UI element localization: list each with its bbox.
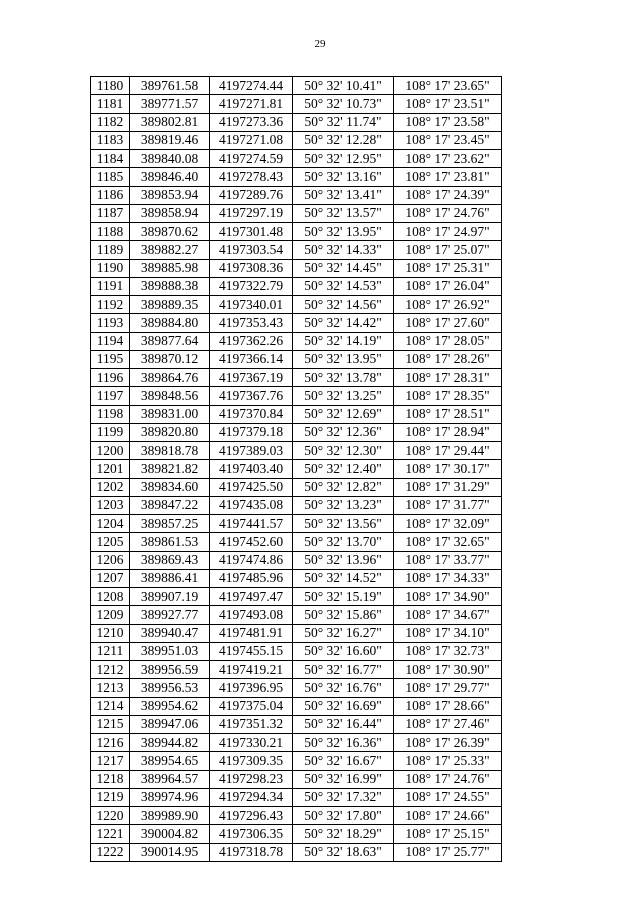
latitude-cell: 50° 32' 13.25" [293, 387, 394, 405]
x-coordinate-cell: 389840.08 [130, 150, 210, 168]
y-coordinate-cell: 4197297.19 [210, 204, 293, 222]
latitude-cell: 50° 32' 17.32" [293, 788, 394, 806]
point-number-cell: 1214 [91, 697, 130, 715]
point-number-cell: 1202 [91, 478, 130, 496]
latitude-cell: 50° 32' 14.19" [293, 332, 394, 350]
x-coordinate-cell: 390014.95 [130, 843, 210, 861]
x-coordinate-cell: 389886.41 [130, 569, 210, 587]
table-row [91, 551, 502, 569]
y-coordinate-cell: 4197296.43 [210, 807, 293, 825]
latitude-cell: 50° 32' 16.69" [293, 697, 394, 715]
longitude-cell: 108° 17' 32.73" [394, 642, 502, 660]
point-number-cell: 1185 [91, 168, 130, 186]
table-row [91, 588, 502, 606]
longitude-cell: 108° 17' 34.33" [394, 569, 502, 587]
y-coordinate-cell: 4197481.91 [210, 624, 293, 642]
latitude-cell: 50° 32' 15.86" [293, 606, 394, 624]
latitude-cell: 50° 32' 13.95" [293, 223, 394, 241]
table-row [91, 460, 502, 478]
latitude-cell: 50° 32' 12.82" [293, 478, 394, 496]
y-coordinate-cell: 4197308.36 [210, 259, 293, 277]
y-coordinate-cell: 4197425.50 [210, 478, 293, 496]
latitude-cell: 50° 32' 12.95" [293, 150, 394, 168]
table-row [91, 843, 502, 861]
longitude-cell: 108° 17' 33.77" [394, 551, 502, 569]
point-number-cell: 1197 [91, 387, 130, 405]
latitude-cell: 50° 32' 13.16" [293, 168, 394, 186]
x-coordinate-cell: 389907.19 [130, 588, 210, 606]
x-coordinate-cell: 389858.94 [130, 204, 210, 222]
x-coordinate-cell: 389954.65 [130, 752, 210, 770]
x-coordinate-cell: 389989.90 [130, 807, 210, 825]
longitude-cell: 108° 17' 24.55" [394, 788, 502, 806]
x-coordinate-cell: 389820.80 [130, 423, 210, 441]
latitude-cell: 50° 32' 12.69" [293, 405, 394, 423]
x-coordinate-cell: 389927.77 [130, 606, 210, 624]
latitude-cell: 50° 32' 14.42" [293, 314, 394, 332]
point-number-cell: 1207 [91, 569, 130, 587]
table-row [91, 77, 502, 95]
y-coordinate-cell: 4197274.44 [210, 77, 293, 95]
longitude-cell: 108° 17' 23.45" [394, 131, 502, 149]
y-coordinate-cell: 4197273.36 [210, 113, 293, 131]
y-coordinate-cell: 4197485.96 [210, 569, 293, 587]
point-number-cell: 1182 [91, 113, 130, 131]
point-number-cell: 1194 [91, 332, 130, 350]
table-row [91, 679, 502, 697]
x-coordinate-cell: 389884.80 [130, 314, 210, 332]
longitude-cell: 108° 17' 30.90" [394, 661, 502, 679]
point-number-cell: 1180 [91, 77, 130, 95]
table-row [91, 332, 502, 350]
latitude-cell: 50° 32' 15.19" [293, 588, 394, 606]
longitude-cell: 108° 17' 25.33" [394, 752, 502, 770]
point-number-cell: 1215 [91, 715, 130, 733]
point-number-cell: 1198 [91, 405, 130, 423]
point-number-cell: 1189 [91, 241, 130, 259]
y-coordinate-cell: 4197367.76 [210, 387, 293, 405]
x-coordinate-cell: 389846.40 [130, 168, 210, 186]
longitude-cell: 108° 17' 24.97" [394, 223, 502, 241]
x-coordinate-cell: 389877.64 [130, 332, 210, 350]
latitude-cell: 50° 32' 13.70" [293, 533, 394, 551]
y-coordinate-cell: 4197370.84 [210, 405, 293, 423]
latitude-cell: 50° 32' 16.77" [293, 661, 394, 679]
point-number-cell: 1221 [91, 825, 130, 843]
latitude-cell: 50° 32' 13.41" [293, 186, 394, 204]
table-row [91, 569, 502, 587]
table-row [91, 624, 502, 642]
y-coordinate-cell: 4197301.48 [210, 223, 293, 241]
y-coordinate-cell: 4197362.26 [210, 332, 293, 350]
y-coordinate-cell: 4197303.54 [210, 241, 293, 259]
table-row [91, 661, 502, 679]
longitude-cell: 108° 17' 29.77" [394, 679, 502, 697]
latitude-cell: 50° 32' 10.73" [293, 95, 394, 113]
y-coordinate-cell: 4197309.35 [210, 752, 293, 770]
longitude-cell: 108° 17' 29.44" [394, 442, 502, 460]
point-number-cell: 1216 [91, 734, 130, 752]
y-coordinate-cell: 4197419.21 [210, 661, 293, 679]
point-number-cell: 1210 [91, 624, 130, 642]
coordinates-table-body [91, 77, 502, 862]
table-row [91, 423, 502, 441]
table-row [91, 223, 502, 241]
y-coordinate-cell: 4197375.04 [210, 697, 293, 715]
latitude-cell: 50° 32' 14.56" [293, 296, 394, 314]
x-coordinate-cell: 389761.58 [130, 77, 210, 95]
table-row [91, 642, 502, 660]
latitude-cell: 50° 32' 16.44" [293, 715, 394, 733]
x-coordinate-cell: 389956.53 [130, 679, 210, 697]
longitude-cell: 108° 17' 23.81" [394, 168, 502, 186]
y-coordinate-cell: 4197274.59 [210, 150, 293, 168]
latitude-cell: 50° 32' 18.29" [293, 825, 394, 843]
point-number-cell: 1203 [91, 496, 130, 514]
x-coordinate-cell: 389802.81 [130, 113, 210, 131]
y-coordinate-cell: 4197289.76 [210, 186, 293, 204]
table-row [91, 515, 502, 533]
point-number-cell: 1187 [91, 204, 130, 222]
point-number-cell: 1213 [91, 679, 130, 697]
point-number-cell: 1211 [91, 642, 130, 660]
x-coordinate-cell: 389864.76 [130, 369, 210, 387]
x-coordinate-cell: 389956.59 [130, 661, 210, 679]
table-row [91, 697, 502, 715]
x-coordinate-cell: 389818.78 [130, 442, 210, 460]
table-row [91, 478, 502, 496]
latitude-cell: 50° 32' 14.52" [293, 569, 394, 587]
y-coordinate-cell: 4197396.95 [210, 679, 293, 697]
longitude-cell: 108° 17' 28.66" [394, 697, 502, 715]
y-coordinate-cell: 4197353.43 [210, 314, 293, 332]
table-row [91, 241, 502, 259]
point-number-cell: 1181 [91, 95, 130, 113]
longitude-cell: 108° 17' 23.65" [394, 77, 502, 95]
y-coordinate-cell: 4197403.40 [210, 460, 293, 478]
table-row [91, 606, 502, 624]
table-row [91, 277, 502, 295]
point-number-cell: 1222 [91, 843, 130, 861]
x-coordinate-cell: 389885.98 [130, 259, 210, 277]
latitude-cell: 50° 32' 13.57" [293, 204, 394, 222]
longitude-cell: 108° 17' 24.66" [394, 807, 502, 825]
table-row [91, 350, 502, 368]
longitude-cell: 108° 17' 24.76" [394, 204, 502, 222]
longitude-cell: 108° 17' 28.26" [394, 350, 502, 368]
latitude-cell: 50° 32' 16.99" [293, 770, 394, 788]
y-coordinate-cell: 4197452.60 [210, 533, 293, 551]
y-coordinate-cell: 4197322.79 [210, 277, 293, 295]
x-coordinate-cell: 389974.96 [130, 788, 210, 806]
y-coordinate-cell: 4197340.01 [210, 296, 293, 314]
point-number-cell: 1204 [91, 515, 130, 533]
y-coordinate-cell: 4197271.08 [210, 131, 293, 149]
table-row [91, 259, 502, 277]
latitude-cell: 50° 32' 16.76" [293, 679, 394, 697]
x-coordinate-cell: 389870.62 [130, 223, 210, 241]
longitude-cell: 108° 17' 31.29" [394, 478, 502, 496]
x-coordinate-cell: 390004.82 [130, 825, 210, 843]
longitude-cell: 108° 17' 26.04" [394, 277, 502, 295]
latitude-cell: 50° 32' 13.78" [293, 369, 394, 387]
latitude-cell: 50° 32' 12.28" [293, 131, 394, 149]
point-number-cell: 1195 [91, 350, 130, 368]
latitude-cell: 50° 32' 16.67" [293, 752, 394, 770]
longitude-cell: 108° 17' 26.92" [394, 296, 502, 314]
table-row [91, 405, 502, 423]
table-row [91, 314, 502, 332]
latitude-cell: 50° 32' 14.53" [293, 277, 394, 295]
x-coordinate-cell: 389853.94 [130, 186, 210, 204]
y-coordinate-cell: 4197435.08 [210, 496, 293, 514]
longitude-cell: 108° 17' 28.31" [394, 369, 502, 387]
point-number-cell: 1183 [91, 131, 130, 149]
x-coordinate-cell: 389834.60 [130, 478, 210, 496]
longitude-cell: 108° 17' 24.76" [394, 770, 502, 788]
x-coordinate-cell: 389847.22 [130, 496, 210, 514]
table-row [91, 387, 502, 405]
y-coordinate-cell: 4197318.78 [210, 843, 293, 861]
x-coordinate-cell: 389848.56 [130, 387, 210, 405]
longitude-cell: 108° 17' 31.77" [394, 496, 502, 514]
x-coordinate-cell: 389954.62 [130, 697, 210, 715]
longitude-cell: 108° 17' 25.15" [394, 825, 502, 843]
y-coordinate-cell: 4197493.08 [210, 606, 293, 624]
latitude-cell: 50° 32' 16.36" [293, 734, 394, 752]
latitude-cell: 50° 32' 14.45" [293, 259, 394, 277]
longitude-cell: 108° 17' 25.31" [394, 259, 502, 277]
latitude-cell: 50° 32' 12.30" [293, 442, 394, 460]
latitude-cell: 50° 32' 10.41" [293, 77, 394, 95]
x-coordinate-cell: 389870.12 [130, 350, 210, 368]
y-coordinate-cell: 4197271.81 [210, 95, 293, 113]
table-row [91, 204, 502, 222]
table-row [91, 442, 502, 460]
longitude-cell: 108° 17' 34.10" [394, 624, 502, 642]
table-row [91, 186, 502, 204]
longitude-cell: 108° 17' 30.17" [394, 460, 502, 478]
table-row [91, 95, 502, 113]
latitude-cell: 50° 32' 13.96" [293, 551, 394, 569]
y-coordinate-cell: 4197367.19 [210, 369, 293, 387]
point-number-cell: 1206 [91, 551, 130, 569]
point-number-cell: 1208 [91, 588, 130, 606]
point-number-cell: 1190 [91, 259, 130, 277]
y-coordinate-cell: 4197389.03 [210, 442, 293, 460]
table-row [91, 150, 502, 168]
y-coordinate-cell: 4197497.47 [210, 588, 293, 606]
y-coordinate-cell: 4197441.57 [210, 515, 293, 533]
longitude-cell: 108° 17' 25.07" [394, 241, 502, 259]
point-number-cell: 1196 [91, 369, 130, 387]
point-number-cell: 1199 [91, 423, 130, 441]
y-coordinate-cell: 4197294.34 [210, 788, 293, 806]
y-coordinate-cell: 4197306.35 [210, 825, 293, 843]
longitude-cell: 108° 17' 27.60" [394, 314, 502, 332]
longitude-cell: 108° 17' 23.62" [394, 150, 502, 168]
point-number-cell: 1220 [91, 807, 130, 825]
y-coordinate-cell: 4197379.18 [210, 423, 293, 441]
x-coordinate-cell: 389821.82 [130, 460, 210, 478]
table-row [91, 533, 502, 551]
x-coordinate-cell: 389944.82 [130, 734, 210, 752]
table-row [91, 752, 502, 770]
point-number-cell: 1212 [91, 661, 130, 679]
y-coordinate-cell: 4197330.21 [210, 734, 293, 752]
table-row [91, 807, 502, 825]
latitude-cell: 50° 32' 18.63" [293, 843, 394, 861]
point-number-cell: 1188 [91, 223, 130, 241]
latitude-cell: 50° 32' 11.74" [293, 113, 394, 131]
y-coordinate-cell: 4197474.86 [210, 551, 293, 569]
latitude-cell: 50° 32' 13.95" [293, 350, 394, 368]
x-coordinate-cell: 389947.06 [130, 715, 210, 733]
table-row [91, 770, 502, 788]
x-coordinate-cell: 389882.27 [130, 241, 210, 259]
table-row [91, 788, 502, 806]
x-coordinate-cell: 389889.35 [130, 296, 210, 314]
latitude-cell: 50° 32' 13.23" [293, 496, 394, 514]
coordinates-table [90, 76, 502, 862]
point-number-cell: 1184 [91, 150, 130, 168]
point-number-cell: 1217 [91, 752, 130, 770]
x-coordinate-cell: 389869.43 [130, 551, 210, 569]
table-row [91, 168, 502, 186]
latitude-cell: 50° 32' 17.80" [293, 807, 394, 825]
x-coordinate-cell: 389964.57 [130, 770, 210, 788]
latitude-cell: 50° 32' 16.60" [293, 642, 394, 660]
longitude-cell: 108° 17' 25.77" [394, 843, 502, 861]
page-number: 29 [314, 38, 326, 50]
y-coordinate-cell: 4197298.23 [210, 770, 293, 788]
latitude-cell: 50° 32' 12.40" [293, 460, 394, 478]
longitude-cell: 108° 17' 32.65" [394, 533, 502, 551]
point-number-cell: 1218 [91, 770, 130, 788]
table-row [91, 113, 502, 131]
longitude-cell: 108° 17' 28.51" [394, 405, 502, 423]
longitude-cell: 108° 17' 28.94" [394, 423, 502, 441]
x-coordinate-cell: 389857.25 [130, 515, 210, 533]
y-coordinate-cell: 4197351.32 [210, 715, 293, 733]
table-row [91, 131, 502, 149]
point-number-cell: 1192 [91, 296, 130, 314]
point-number-cell: 1209 [91, 606, 130, 624]
point-number-cell: 1186 [91, 186, 130, 204]
y-coordinate-cell: 4197278.43 [210, 168, 293, 186]
x-coordinate-cell: 389819.46 [130, 131, 210, 149]
longitude-cell: 108° 17' 23.51" [394, 95, 502, 113]
longitude-cell: 108° 17' 27.46" [394, 715, 502, 733]
table-row [91, 496, 502, 514]
longitude-cell: 108° 17' 32.09" [394, 515, 502, 533]
y-coordinate-cell: 4197455.15 [210, 642, 293, 660]
y-coordinate-cell: 4197366.14 [210, 350, 293, 368]
point-number-cell: 1219 [91, 788, 130, 806]
latitude-cell: 50° 32' 16.27" [293, 624, 394, 642]
longitude-cell: 108° 17' 34.90" [394, 588, 502, 606]
longitude-cell: 108° 17' 26.39" [394, 734, 502, 752]
x-coordinate-cell: 389888.38 [130, 277, 210, 295]
table-row [91, 734, 502, 752]
latitude-cell: 50° 32' 12.36" [293, 423, 394, 441]
point-number-cell: 1193 [91, 314, 130, 332]
x-coordinate-cell: 389771.57 [130, 95, 210, 113]
x-coordinate-cell: 389861.53 [130, 533, 210, 551]
table-row [91, 369, 502, 387]
longitude-cell: 108° 17' 23.58" [394, 113, 502, 131]
x-coordinate-cell: 389940.47 [130, 624, 210, 642]
longitude-cell: 108° 17' 24.39" [394, 186, 502, 204]
table-row [91, 825, 502, 843]
point-number-cell: 1191 [91, 277, 130, 295]
x-coordinate-cell: 389951.03 [130, 642, 210, 660]
point-number-cell: 1201 [91, 460, 130, 478]
latitude-cell: 50° 32' 14.33" [293, 241, 394, 259]
point-number-cell: 1200 [91, 442, 130, 460]
point-number-cell: 1205 [91, 533, 130, 551]
longitude-cell: 108° 17' 34.67" [394, 606, 502, 624]
x-coordinate-cell: 389831.00 [130, 405, 210, 423]
table-row [91, 296, 502, 314]
table-row [91, 715, 502, 733]
longitude-cell: 108° 17' 28.05" [394, 332, 502, 350]
longitude-cell: 108° 17' 28.35" [394, 387, 502, 405]
latitude-cell: 50° 32' 13.56" [293, 515, 394, 533]
